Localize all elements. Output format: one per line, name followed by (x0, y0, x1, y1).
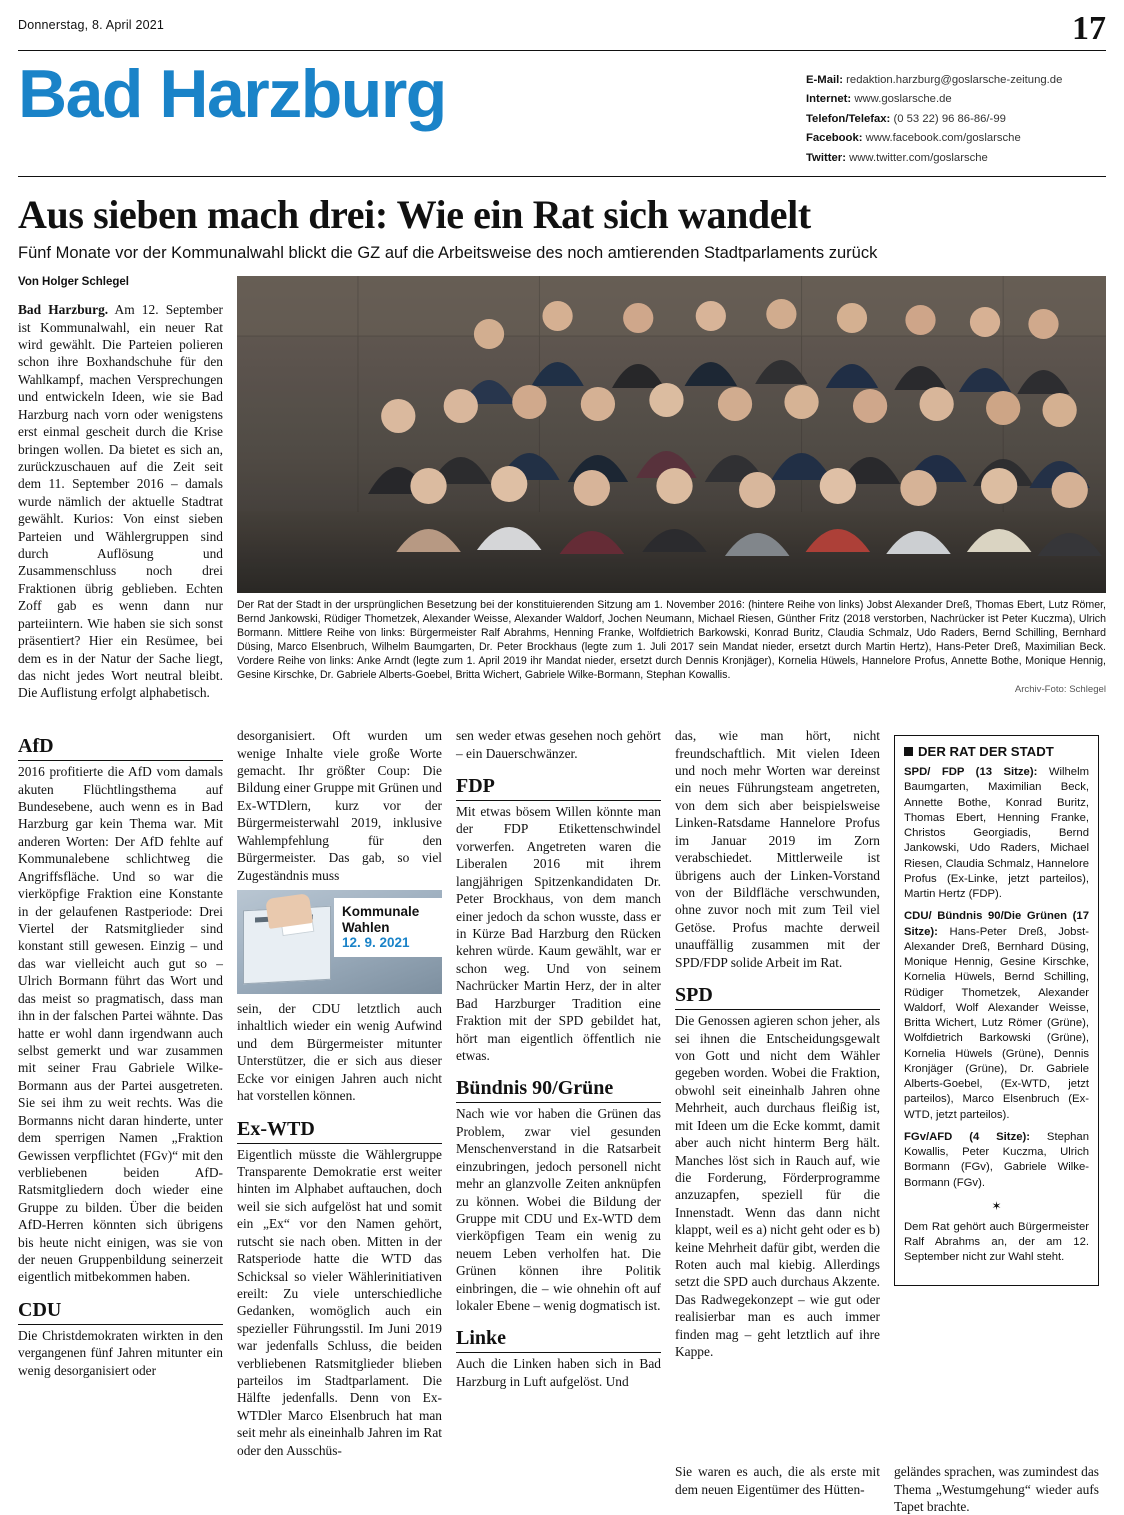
byline: Von Holger Schlegel (18, 275, 129, 288)
masthead-rule-bottom (18, 176, 1106, 177)
body-column-5 (894, 727, 1099, 1286)
infobox-group-cdu-gruene (904, 909, 1089, 1123)
issue-date: Donnerstag, 8. April 2021 (18, 18, 165, 32)
section-cdu-p2: desorganisiert. Oft wurden um wenige Inhalte viele große Worte gemacht. Ihr größter Coup: Die Bildung einer Gruppe mit Grünen und Ex-WTDlern, kurz vor der Bürgermeisterwahl 2019, inklusive Wahlempfehlung für den Bürgermeister. Das gab, so viel Zugeständnis muss (237, 728, 442, 883)
section-spd-p1: Die Genossen agieren schon jeher, als sei ihnen die Entscheidungsgewalt von Gott und nicht dem Wähler gegeben worden. Wobei die Fraktion, obwohl seit eineinhalb Jahren ohne Mehrheit, auch durchaus fleißig ist, mit Ideen um die Ecke kommt, damit aber auch nicht hinterm Berg hält. Manches löst sich in Rauch auf, wie die Forderung, Förderprogramme anzuzapfen, speziell für die Innenstadt. Wenn das dann nicht klappt, weil es a) nicht geht oder es b) keine Mehrheit dafür gibt, werden die Roten auch mal kiebig. Allerdings setzt die SPD auch durchaus Akzente. Das Radwegekonzept – wie gut oder realisierbar man es auch immer finden mag – geht letztlich auf ihre Kappe. (675, 1013, 880, 1360)
contact-phone (806, 110, 1106, 129)
article-body (18, 727, 1106, 1459)
council-infobox (894, 735, 1099, 1286)
contact-email-value[interactable]: redaktion.harzburg@goslarsche-zeitung.de (846, 74, 1063, 86)
kommunalwahl-ad[interactable] (237, 890, 442, 994)
infobox-title-row (904, 744, 1089, 759)
section-heading-fdp: FDP (456, 775, 661, 801)
infobox-footnote: Dem Rat gehört auch Bürgermeister Ralf Abrahms an, der am 12. September nicht zur Wahl steht. (904, 1220, 1089, 1264)
ad-line1: Kommunale (342, 904, 420, 920)
lead-text: Am 12. September ist Kommunalwahl, ein neuer Rat wird gewählt. Die Parteien polieren schon ihre Boxhandschuhe für den Wahlkampf, machen Versprechungen und entwickeln Ideen, wie sie Bad Harzburg nach vorn oder wenigstens erst einmal gescheit durch die Krise bringen wollen. Da bietet es sich an, zurückzuschauen auf die Zeit seit dem 11. September 2016 – damals wurde nämlich der aktuelle Stadtrat gewählt. Kurios: Von einst sieben Parteien und Wählergruppen sind durch Auflösung und Zusammenschluss noch drei Fraktionen übrig geblieben. Echten Zoff gab es wenn dann nur parteiintern. Wie haben sie sich sonst präsentiert? Hier ein Resümee, bei dem es in der Natur der Sache liegt, das nicht jedes Wort neutral bleibt. Die Auflistung erfolgt alphabetisch. (18, 302, 223, 701)
section-cdu-p1: Die Christdemokraten wirkten in den vergangenen fünf Jahren mitunter ein wenig desorganisiert oder (18, 1327, 223, 1378)
body-column-3 (456, 727, 661, 1390)
infobox-group-fgv-afd (904, 1130, 1089, 1191)
contact-internet (806, 90, 1106, 109)
hand-icon (265, 893, 313, 929)
contact-phone-label: Telefon/Telefax: (806, 112, 891, 125)
tail-text-left: geländes sprachen, was zumindest das Thema „Westumgehung“ wieder aufs Tapet brachte. (894, 1464, 1099, 1514)
section-heading-afd: AfD (18, 735, 223, 761)
contact-facebook (806, 129, 1106, 148)
section-exwtd-p2: sen weder etwas gesehen noch gehört – ein Dauerschwänzer. (456, 728, 661, 761)
article-headline: Aus sieben mach drei: Wie ein Rat sich wandelt (18, 192, 811, 238)
masthead-topline (18, 0, 1106, 46)
page-number: 17 (1072, 10, 1106, 47)
contact-internet-value[interactable]: www.goslarsche.de (854, 93, 952, 106)
body-column-2 (237, 727, 442, 1459)
ad-line2: Wahlen (342, 919, 390, 935)
photo-caption: Der Rat der Stadt in der ursprünglichen Besetzung bei der konstituierenden Sitzung am 1. November 2016: (hintere Reihe von links) Jobst Alexander Dreß, Thomas Ebert, Lutz Römer, Bernd Jankowski, Rüdiger Thometzek, Alexander Weisse, Alexander Waldorf, Jochen Neumann, Michael Riesen, Günther Fritz (2018 verstorben, Nachrücker ist Peter Kuczma), Ulrich Bormann. Mittlere Reihe von links: Bürgermeister Ralf Abrahms, Henning Franke, Wolfdietrich Barkowski, Konrad Buritz, Claudia Schmalz, Udo Raders, Bernd Schilling, Bernhard Düsing, Marco Elsenbruch, Wilhelm Baumgarten, Dr. Peter Brockhaus (legte zum 1. Juli 2017 sein Mandat nieder, ersetzt durch Martin Hertz), Hans-Peter Dreß, Maximilian Beck. Vordere Reihe von links: Anke Arndt (legte zum 1. April 2019 ihr Mandat nieder, ersetzt durch Dennis Kronjäger), Kornelia Hüwels, Hannelore Profus, Annette Bothe, Monique Hennig, Gesine Kirschke, Dr. Gabriele Alberts-Goebel, Britta Wichert, Gabriele Wilke-Bormann, Stephan Kowallis. (237, 598, 1106, 682)
contact-facebook-label: Facebook: (806, 132, 863, 145)
section-heading-exwtd: Ex-WTD (237, 1118, 442, 1144)
infobox-group-spd-fdp (904, 765, 1089, 902)
section-afd-p1: 2016 profitierte die AfD vom damals akuten Flüchtlingsthema auf Bundesebene, auch wenn es in Bad Harzburg gar kein Thema war. Mit anderen Worten: Der AfD fehlte auf Kommunalebene schlichtweg die Angriffsfläche. Und so war die vierköpfige Fraktion eine Konstante in der gelaufenen Rastperiode: Drei Viertel der Ratsmitglieder sind konstant still gewesen. Einzig – und das war vielleicht auch gut so – Ulrich Bormann führt das Wort und das meist so pragmatisch, dass man ihn in der falschen Partei wähnte. Das hatte er wohl dann irgendwann auch selbst gemerkt und war zusammen mit seiner Frau Gabriele Wilke-Bormann aus der Partei ausgetreten. Sie sei ihm zu weit rechts. Was die Bormanns nicht daran hinderte, unter dem sperrigen Namen „Fraktion Gewissen verpflichtet (FGv)“ mit den verbliebenen beiden AfD-Ratsmitgliedern doch wieder eine Gruppe zu bilden. Über die beiden AfD-Herren könnten sich übrigens bis heute nicht einigen, was sie von der neuen Gruppenbildung seinerzeit eigentlich mitbekommen haben. (18, 764, 223, 1285)
contact-internet-label: Internet: (806, 93, 852, 106)
section-gruene-p1: Nach wie vor haben die Grünen das Problem, zwar viel gesunden Menschenverstand in die Ratsarbeit einzubringen, jedoch personell nicht mehr an glanzvolle Zeiten anknüpfen zu können. Wobei die Bildung der Gruppe mit CDU und Ex-WTD dem vierköpfigen Team ein wenig zu neuem Leben verholfen hat. Die Grünen können ihre Politik einbringen, die – wie ohnehin oft auf lokaler Ebene – wenig dogmatisch ist. (456, 1106, 661, 1314)
section-linke-p1: Auch die Linken haben sich in Bad Harzburg in Luft aufgelöst. Und (456, 1356, 661, 1389)
ad-line3: 12. 9. 2021 (342, 935, 410, 951)
body-column-4 (675, 727, 880, 1360)
photo-credit: Archiv-Foto: Schlegel (1014, 684, 1106, 696)
masthead-rule-top (18, 50, 1106, 51)
photo-block (237, 276, 1106, 695)
masthead (18, 56, 1106, 168)
section-heading-gruene: Bündnis 90/Grüne (456, 1077, 661, 1103)
contact-email (806, 71, 1106, 90)
section-heading-linke: Linke (456, 1327, 661, 1353)
contact-twitter-value[interactable]: www.twitter.com/goslarsche (849, 151, 988, 164)
section-heading-spd: SPD (675, 984, 880, 1010)
square-bullet-icon (904, 747, 913, 756)
contact-phone-value: (0 53 22) 96 86-86/-99 (893, 112, 1006, 125)
ad-label (334, 898, 442, 957)
section-fdp-p1: Mit etwas bösem Willen könnte man der FDP Etikettenschwindel vorwerfen. Angetreten waren die Liberalen 2016 mit ihrem langjährigen Spitzenkandidaten Dr. Peter Brockhaus, von dem manch einer jedoch da schon wusste, dass er in Kürze Bad Harzburg den Rücken kehren würde. Kaum gewählt, war er schon weg. Und von seinem Nachrücker Martin Herz, der in alter Bad Harzburger Tradition eine Fraktion mit der SPD gebildet hat, hört man eigentlich öffentlich nie etwas. (456, 804, 661, 1063)
section-exwtd-p1: Eigentlich müsste die Wählergruppe Transparente Demokratie erst weiter hinten im Alphabet auftauchen, doch weil sie sich aufgelöst hat und somit ein „Ex“ vor den Namen gehört, rutscht sie nach oben. Mitten in der Ratsperiode hatte die WTD das Schicksal so vieler Wählerinitiativen ereilt: Zu viele unterschiedliche Gedanken, womöglich auch ein spezieller Führungsstil. Im Juni 2019 war jedenfalls Schluss, die beiden verbliebenen Ratsmitglieder blieben parteilos im Stadtparlament. Die Hälfte jedenfalls. Denn von Ex-WTDler Marco Elsenbruch hat man seit mehr als eineinhalb Jahren im Rat oder den Ausschüs- (237, 1146, 442, 1458)
group-members-cdu-gruene: Hans-Peter Dreß, Jobst-Alexander Dreß, Bernhard Düsing, Monique Hennig, Gesine Kirschke, Kornelia Hüwels, Bernd Schilling, Rüdiger Thometzek, Alexander Waldorf, Wolf Alexander Weisse, Britta Wichert, Lutz Römer (Grüne), Wolfdietrich Barkowski (Grüne), Kornelia Hüwels (Grüne), Dennis Kronjäger (Grüne), Dr. Gabriele Alberts-Goebel, (Ex-WTD, jetzt parteilos), Marco Elsenbruch (Ex-WTD, jetzt parteilos). (904, 925, 1089, 1121)
contact-block (806, 61, 1106, 168)
contact-facebook-value[interactable]: www.facebook.com/goslarsche (865, 132, 1021, 145)
section-linke-p2: das, wie man hört, nicht freundschaftlich. Mit vielen Ideen und noch mehr Worten war dereinst ein neues Führungsteam angetreten, von dem sich aber beispielsweise Linken-Ratsdame Hannelore Profus im Januar 2019 im Zorn verabschiedet. Mittlerweile ist übrigens auch der Linken-Vorstand von der Bildfläche verschwunden, ohne zuvor noch mit zum Teil viel Getöse. Profus machte derweil unauffällig zusammen mit der SPD/FDP solide Arbeit im Rat. (675, 728, 880, 970)
section-title-bad-harzburg: Bad Harzburg (18, 56, 446, 132)
group-name-cdu-gruene: CDU/ Bündnis 90/Die Grünen (17 Sitze): (904, 910, 1089, 938)
dateline: Bad Harzburg. (18, 302, 109, 318)
contact-twitter-label: Twitter: (806, 151, 846, 164)
group-members-spd-fdp: Wilhelm Baumgarten, Maximilian Beck, Annette Bothe, Konrad Buritz, Thomas Ebert, Henning Franke, Christos Georgiadis, Bernd Jankowski, Udo Raders, Michael Riesen, Claudia Schmalz, Hannelore Profus (Ex-Linke, jetzt parteilos), Martin Hertz (FDP). (904, 766, 1090, 901)
body-column-1 (18, 727, 223, 1379)
tail-text-right: Sie waren es auch, die als erste mit dem neuen Eigentümer des Hütten- (675, 1464, 880, 1497)
lead-column (18, 276, 223, 715)
infobox-title: DER RAT DER STADT (918, 744, 1054, 760)
article-subheadline: Fünf Monate vor der Kommunalwahl blickt die GZ auf die Arbeitsweise des noch amtierenden Stadtparlaments zurück (18, 244, 878, 263)
group-members-fgv-afd: Stephan Kowallis, Peter Kuczma, Ulrich Bormann (FGv), Gabriele Wilke-Bormann (FGv). (904, 1130, 1089, 1189)
group-name-fgv-afd: FGv/AFD (4 Sitze): (904, 1130, 1031, 1143)
article-top-block (18, 276, 1106, 715)
star-divider-icon: ✶ (991, 1198, 1002, 1213)
group-name-spd-fdp: SPD/ FDP (13 Sitze): (904, 766, 1038, 779)
section-cdu-p3: sein, der CDU letztlich auch inhaltlich wieder ein wenig Aufwind und dem Bürgermeister mitunter Unterstützer, die er sich aus dieser Ecke vor einigen Jahren auch nicht hat vorstellen können. (237, 1001, 442, 1104)
section-heading-cdu: CDU (18, 1299, 223, 1325)
contact-twitter (806, 149, 1106, 168)
lead-paragraph (18, 301, 223, 702)
tail-row (18, 1463, 1106, 1515)
council-group-photo (237, 276, 1106, 593)
contact-email-label: E-Mail: (806, 74, 844, 86)
